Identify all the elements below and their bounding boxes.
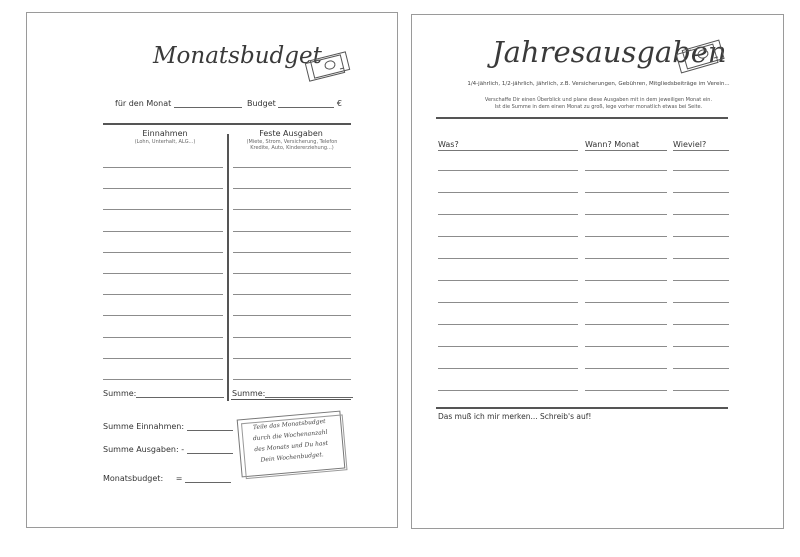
annual-entry-line[interactable] (438, 302, 578, 303)
income-entry-line[interactable] (103, 315, 223, 316)
col-header-howmuch: Wieviel? (673, 140, 729, 151)
money-icon (675, 39, 727, 75)
annual-entry-line[interactable] (673, 390, 729, 391)
income-entry-line[interactable] (103, 231, 223, 232)
total-income-field[interactable] (103, 422, 233, 431)
total-expenses-field[interactable] (103, 445, 233, 454)
page-title: Monatsbudget (153, 43, 322, 69)
expense-entry-line[interactable] (233, 294, 351, 295)
expense-entry-line[interactable] (233, 167, 351, 168)
income-entry-line[interactable] (103, 188, 223, 189)
annual-entry-line[interactable] (585, 214, 667, 215)
income-sum-label: Summe: (103, 389, 137, 398)
col-header-when: Wann? Monat (585, 140, 667, 151)
annual-entry-line[interactable] (585, 192, 667, 193)
annual-entry-line[interactable] (673, 280, 729, 281)
income-entry-line[interactable] (103, 209, 223, 210)
header-divider (103, 123, 351, 125)
annual-entry-line[interactable] (673, 324, 729, 325)
currency-symbol: € (336, 99, 342, 108)
income-header: Einnahmen (142, 129, 188, 138)
annual-entry-line[interactable] (673, 258, 729, 259)
monthly-budget-field[interactable] (103, 474, 231, 483)
expenses-header: Feste Ausgaben (259, 129, 323, 138)
sum-underline (231, 399, 351, 400)
note-line: des Monats und Du hast (254, 439, 329, 454)
month-label: für den Monat (115, 99, 172, 108)
expenses-sum-field[interactable] (232, 389, 353, 398)
annual-entry-line[interactable] (585, 368, 667, 369)
total-expenses-input[interactable] (187, 446, 233, 454)
annual-entry-line[interactable] (673, 170, 729, 171)
expenses-sum-label: Summe: (232, 389, 266, 398)
annual-entry-line[interactable] (673, 302, 729, 303)
annual-entry-line[interactable] (585, 324, 667, 325)
annual-entry-line[interactable] (438, 390, 578, 391)
weekly-budget-note (237, 411, 346, 478)
income-entry-line[interactable] (103, 252, 223, 253)
month-input[interactable] (174, 100, 242, 108)
expense-entry-line[interactable] (233, 188, 351, 189)
income-entry-line[interactable] (103, 167, 223, 168)
month-field[interactable] (115, 99, 242, 108)
expenses-subheader: (Miete, Strom, Versicherung, Telefon Kredite, Auto, Kindererziehung...) (246, 139, 338, 151)
budget-field[interactable] (247, 99, 342, 108)
income-entry-line[interactable] (103, 379, 223, 380)
expense-entry-line[interactable] (233, 315, 351, 316)
expense-entry-line[interactable] (233, 358, 351, 359)
jahresausgaben-page (411, 14, 784, 529)
income-subheader: (Lohn, Unterhalt, ALG...) (134, 139, 196, 145)
note-line: Dein Wochenbudget. (260, 451, 325, 464)
description-line: Verschaffe Dir einen Überblick und plane diese Ausgaben mit in dem jeweiligen Monat ein. (484, 97, 713, 103)
minus-sign: - (181, 445, 185, 454)
income-sum-input[interactable] (136, 390, 224, 398)
money-icon (304, 51, 352, 83)
equals-sign: = (175, 474, 183, 483)
memo-label: Das muß ich mir merken... Schreib's auf! (438, 412, 592, 421)
annual-entry-line[interactable] (585, 346, 667, 347)
annual-entry-line[interactable] (673, 346, 729, 347)
note-line: Teile das Monatsbudget (252, 417, 326, 432)
income-entry-line[interactable] (103, 358, 223, 359)
annual-entry-line[interactable] (673, 368, 729, 369)
header-divider (436, 117, 728, 119)
annual-entry-line[interactable] (438, 214, 578, 215)
annual-entry-line[interactable] (585, 280, 667, 281)
annual-entry-line[interactable] (673, 236, 729, 237)
annual-entry-line[interactable] (438, 324, 578, 325)
annual-entry-line[interactable] (585, 302, 667, 303)
expense-entry-line[interactable] (233, 231, 351, 232)
annual-entry-line[interactable] (438, 280, 578, 281)
note-line: durch die Wochenanzahl (252, 428, 328, 443)
annual-entry-line[interactable] (673, 192, 729, 193)
budget-label: Budget (247, 99, 276, 108)
subtitle: 1/4-jährlich, 1/2-jährlich, jährlich, z.B. Versicherungen, Gebühren, Mitgliedsbeiträge im Verein... (467, 81, 730, 87)
total-income-input[interactable] (187, 423, 233, 431)
footer-divider (436, 407, 728, 409)
annual-entry-line[interactable] (585, 258, 667, 259)
income-sum-field[interactable] (103, 389, 224, 398)
budget-input[interactable] (278, 100, 334, 108)
monthly-budget-label: Monatsbudget: (103, 474, 164, 483)
annual-entry-line[interactable] (438, 236, 578, 237)
annual-entry-line[interactable] (673, 214, 729, 215)
expense-entry-line[interactable] (233, 209, 351, 210)
annual-entry-line[interactable] (438, 258, 578, 259)
total-expenses-label: Summe Ausgaben: (103, 445, 179, 454)
annual-entry-line[interactable] (585, 170, 667, 171)
expenses-sum-input[interactable] (265, 390, 353, 398)
income-entry-line[interactable] (103, 294, 223, 295)
page-title: Jahresausgaben (492, 35, 727, 69)
column-divider (227, 134, 229, 401)
annual-entry-line[interactable] (585, 390, 667, 391)
col-header-what: Was? (438, 140, 578, 151)
annual-entry-line[interactable] (438, 170, 578, 171)
annual-entry-line[interactable] (585, 236, 667, 237)
description-line: Ist die Summe in dem einen Monat zu groß, lege vorher monatlich etwas bei Seite. (494, 104, 703, 110)
total-income-label: Summe Einnahmen: (103, 422, 185, 431)
expense-entry-line[interactable] (233, 252, 351, 253)
annual-entry-line[interactable] (438, 368, 578, 369)
expense-entry-line[interactable] (233, 273, 351, 274)
expense-entry-line[interactable] (233, 337, 351, 338)
income-entry-line[interactable] (103, 337, 223, 338)
monthly-budget-input[interactable] (185, 475, 231, 483)
monatsbudget-page (26, 12, 398, 528)
annual-entry-line[interactable] (438, 192, 578, 193)
income-entry-line[interactable] (103, 273, 223, 274)
annual-entry-line[interactable] (438, 346, 578, 347)
expense-entry-line[interactable] (233, 379, 351, 380)
